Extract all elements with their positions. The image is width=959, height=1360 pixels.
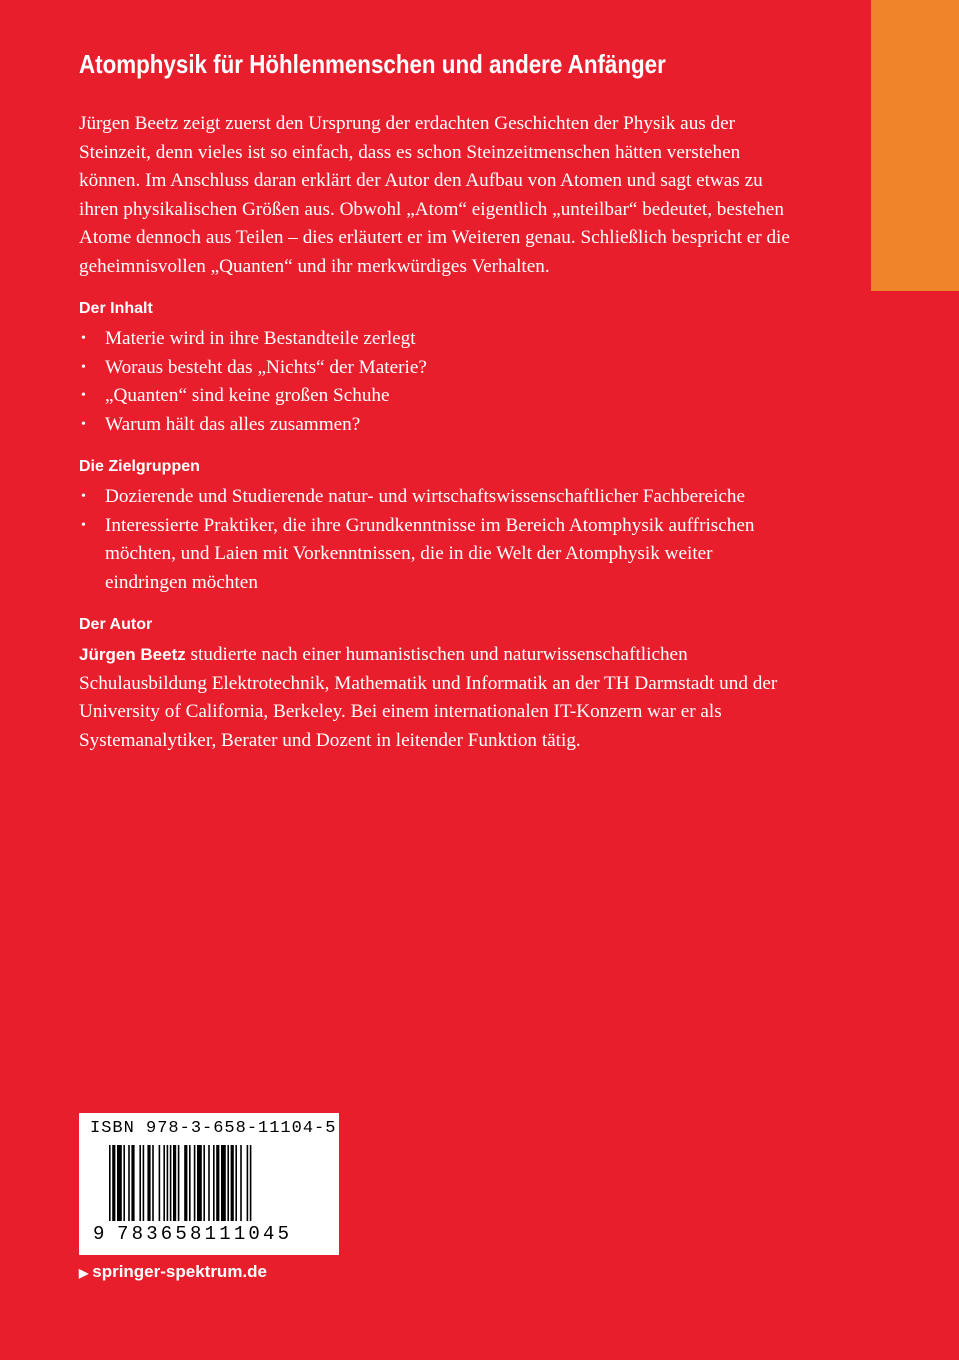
barcode-icon [109, 1145, 309, 1221]
barcode-bar [128, 1145, 130, 1221]
barcode-bar [231, 1145, 234, 1221]
list-item: • Warum hält das alles zusammen? [79, 411, 799, 440]
barcode-bar [152, 1145, 154, 1221]
barcode-bar [139, 1145, 141, 1221]
barcode-bar [250, 1145, 252, 1221]
book-title: Atomphysik für Höhlenmenschen und andere Anfänger [79, 49, 666, 79]
barcode-bar [178, 1145, 180, 1221]
publisher-url[interactable]: ▶ springer-spektrum.de [79, 1262, 267, 1281]
barcode-bar [203, 1145, 205, 1221]
barcode-bar [131, 1145, 134, 1221]
list-item: • „Quanten“ sind keine großen Schuhe [79, 382, 799, 411]
barcode-bar [221, 1145, 226, 1221]
intro-paragraph: Jürgen Beetz zeigt zuerst den Ursprung der erdachten Geschichten der Physik aus der Steinzeit, denn vieles ist so einfach, dass es schon Steinzeitmenschen hätten verstehen können. Im Anschluss daran erklärt der Autor den Aufbau von Atomen und sagt etwas zu ihren physikalischen Größen aus. Obwohl „Atom“ eigentlich „unteilbar“ bedeutet, bestehen Atome dennoch aus Teilen – dies erläutert er im Weiteren genau. Schließlich bespricht er die geheimnisvollen „Quanten“ und ihr merkwürdiges Verhalten. [79, 113, 790, 277]
inhalt-heading: Der Inhalt [79, 300, 153, 317]
barcode-bar [117, 1145, 122, 1221]
barcode-bar [112, 1145, 115, 1221]
barcode-bar [247, 1145, 249, 1221]
barcode-bar [216, 1145, 219, 1221]
barcode-bar [167, 1145, 169, 1221]
barcode-bar [147, 1145, 150, 1221]
author-bio: Jürgen Beetz studierte nach einer humanistischen und naturwissenschaftlichen Schulausbildung Elektrotechnik, Mathematik und Informatik an der TH Darmstadt und der University of California, Berkeley. Bei einem internationalen IT-Konzern war er als Systemanalytiker, Berater und Dozent in leitender Funktion tätig. [79, 644, 778, 751]
barcode-bar [109, 1145, 111, 1221]
isbn-barcode-box [79, 1113, 339, 1255]
barcode-bar [163, 1145, 165, 1221]
author-name: Jürgen Beetz [79, 645, 186, 664]
barcode-bar [159, 1145, 161, 1221]
list-item: • Interessierte Praktiker, die ihre Grundkenntnisse im Bereich Atomphysik auffrischen möchten, und Laien mit Vorkenntnissen, die in die Welt der Atomphysik weiter eindringen möchten [79, 512, 799, 598]
barcode-bar [208, 1145, 210, 1221]
isbn-label: ISBN 978-3-658-11104-5 [90, 1119, 337, 1138]
barcode-bar [197, 1145, 202, 1221]
bullet-icon: • [81, 416, 86, 432]
bullet-icon: • [81, 331, 86, 346]
list-item: • Dozierende und Studierende natur- und wirtschaftswissenschaftlicher Fachbereiche [79, 483, 799, 512]
zielgruppen-heading: Die Zielgruppen [79, 458, 200, 475]
barcode-bar [227, 1145, 229, 1221]
barcode-bar [170, 1145, 172, 1221]
autor-heading: Der Autor [79, 616, 153, 633]
barcode-bar [123, 1145, 125, 1221]
inhalt-list [79, 325, 799, 439]
bullet-icon: • [81, 517, 86, 533]
barcode-bar [184, 1145, 187, 1221]
back-cover-text [79, 110, 799, 755]
barcode-bar [240, 1145, 242, 1221]
list-item: • Materie wird in ihre Bestandteile zerlegt [79, 325, 799, 354]
barcode-bar [173, 1145, 176, 1221]
bullet-icon: • [81, 359, 86, 375]
barcode-bar [213, 1145, 215, 1221]
barcode-bar [194, 1145, 196, 1221]
isbn-digits: 783658111045 [117, 1223, 293, 1245]
barcode-bar [189, 1145, 191, 1221]
list-item: • Woraus besteht das „Nichts“ der Materie? [79, 354, 799, 383]
arrow-right-icon: ▶ [79, 1266, 89, 1280]
bullet-icon: • [81, 388, 86, 403]
zielgruppen-list [79, 483, 799, 597]
barcode-bar [235, 1145, 237, 1221]
barcode-bar [143, 1145, 145, 1221]
bullet-icon: • [81, 489, 86, 504]
isbn-first-digit: 9 [93, 1223, 105, 1245]
orange-accent-strip [871, 0, 959, 291]
